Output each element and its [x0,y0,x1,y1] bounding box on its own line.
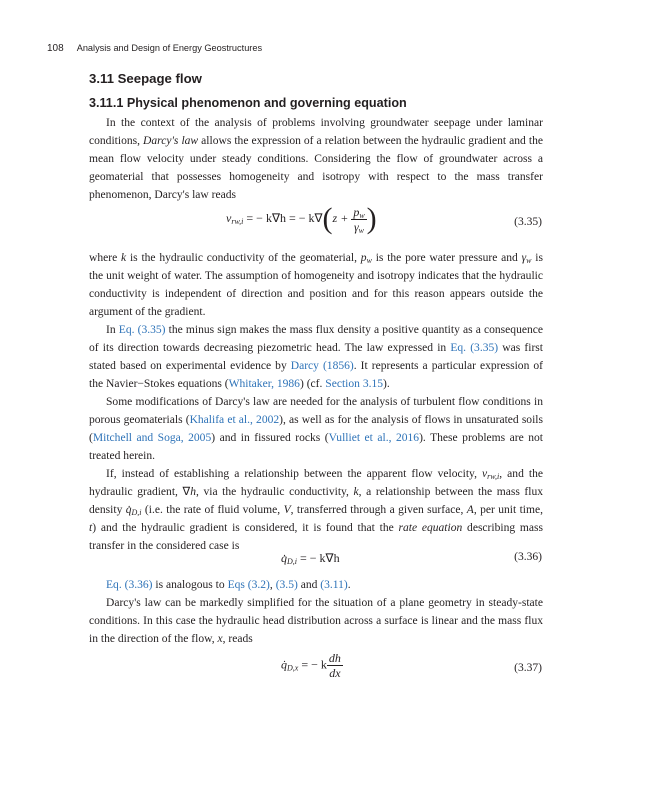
cross-reference[interactable]: (3.11) [320,579,348,591]
cross-reference[interactable]: Eq. (3.35) [450,342,499,354]
running-head [47,41,607,55]
cross-reference[interactable]: Eqs (3.2) [227,579,270,591]
equation-3-35: $v_{rw,i}$ = − k∇h = − k∇(z + $\frac{p_w}{\gamma_w}$ ) (3.35) [226,202,542,235]
citation-link[interactable]: Vulliet et al., 2016 [328,432,420,444]
citation-link[interactable]: Darcy (1856) [290,360,354,372]
citation-link[interactable]: Whitaker, 1986 [228,378,300,390]
equation-number: (3.36) [514,551,542,563]
equation-3-37: $q̇_{D,x}$ = − k $\frac{dh}{dx}$ (3.37) [281,651,542,680]
section-heading: 3.11 Seepage flow [89,71,202,86]
cross-reference[interactable]: (3.5) [275,579,298,591]
cross-reference[interactable]: Eq. (3.36) [106,579,153,591]
book-title: Analysis and Design of Energy Geostructures [76,43,263,53]
paragraph-intro: In the context of the analysis of problems involving groundwater seepage under laminar conditions, Darcy's law allows the expression of a relation between the hydraulic gradient and the mean flow velocity under steady conditions. Considering the flow of groundwater across a geomaterial that possesses homogeneity and isotropy with respect to the mass transfer phenomenon, Darcy's law reads [89,117,543,201]
paragraph-body: where k is the hydraulic conductivity of the geomaterial, $p_w$ is the pore water pressure and $\gamma_w$ is the unit weight of water. The assumption of homogeneity and isotropy indicates that the hydraulic conductivity is independent of direction and position and for this reason appears outside the argument of the gradient. In Eq. (3.35) the minus sign makes the mass flux density a positive quantity as a consequence of its direction towards decreasing piezometric head. The law expressed in Eq. (3.35) was first stated based on experimental evidence by Darcy (1856). It represents a particular expression of the Navier−Stokes equations (Whitaker, 1986) (cf. Section 3.15). Some modifications of Darcy's law are needed for the analysis of turbulent flow conditions in porous geomaterials (Khalifa et al., 2002), as well as for the analysis of flows in unsaturated soils (Mitchell and Soga, 2005) and in fissured rocks (Vulliet et al., 2016). These problems are not treated herein. If, instead of establishing a relationship between the apparent flow velocity, $v_{rw,i}$, and the hydraulic gradient, ∇h, via the hydraulic conductivity, k, a relationship between the mass flux density $q̇_{D,i}$ (i.e. the rate of fluid volume, V, transferred through a given surface, A, per unit time, t) and the hydraulic gradient is considered, it is found that the rate equation describing mass transfer in the considered case is [89,252,544,552]
citation-link[interactable]: Khalifa et al., 2002 [189,414,280,426]
page-number: 108 [47,43,64,54]
cross-reference[interactable]: Eq. (3.35) [118,324,166,336]
equation-number: (3.35) [514,216,542,228]
citation-link[interactable]: Mitchell and Soga, 2005 [92,432,212,444]
cross-reference[interactable]: Section 3.15 [325,378,384,390]
darcys-law-term: Darcy's law [143,135,199,147]
paragraph-body: Eq. (3.36) is analogous to Eqs (3.2), (3.5) and (3.11). Darcy's law can be markedly simplified for the situation of a plane geometry in steady-state conditions. In this case the hydraulic head distribution across a surface is linear and the mass flux in the direction of the flow, x, reads [89,579,543,645]
rate-equation-term: rate equation [398,522,463,534]
equation-number: (3.37) [514,662,542,674]
subsection-heading: 3.11.1 Physical phenomenon and governing equation [89,96,407,110]
equation-3-36: $q̇_{D,i}$ = − k∇h (3.36) [281,551,542,566]
